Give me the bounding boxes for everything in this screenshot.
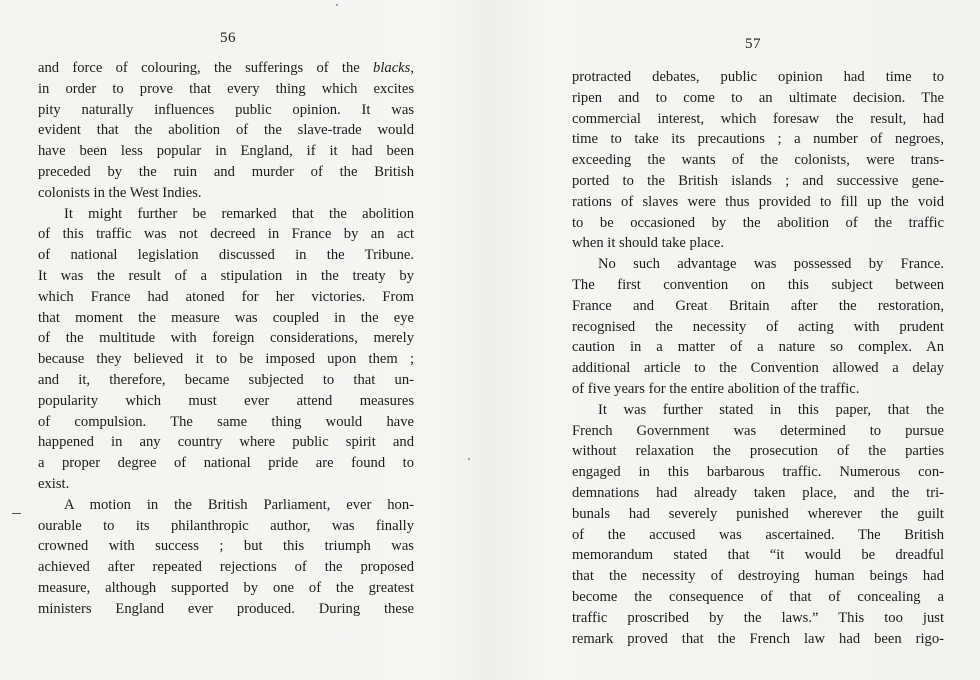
text-line: evident that the abolition of the slave-trade would [38, 122, 414, 139]
right-page [490, 0, 980, 680]
text-line: bunals had severely punished wherever the guilt [572, 505, 944, 522]
right-page-number: 57 [745, 36, 761, 52]
text-line: memorandum stated that “it would be dreadful [572, 547, 944, 564]
text-line: colonists in the West Indies. [38, 184, 202, 201]
text-line: ministers England ever produced. During these [38, 600, 414, 617]
text-line: A motion in the British Parliament, ever hon- [64, 496, 414, 513]
left-page-text [38, 58, 414, 620]
text-line: of the accused was ascertained. The British [572, 526, 944, 543]
text-line: popularity which must ever attend measures [38, 392, 414, 409]
text-line: ripen and to come to an ultimate decision. The [572, 89, 944, 106]
text-line: of national legislation discussed in the Tribune. [38, 247, 414, 264]
text-line: because they believed it to be imposed upon them ; [38, 351, 414, 368]
right-page-text [572, 67, 944, 649]
text-line: have been less popular in England, if it had been [38, 143, 414, 160]
text-line: become the consequence of that of concealing a [572, 588, 944, 605]
text-line: It was the result of a stipulation in the treaty by [38, 267, 414, 284]
text-line: commercial interest, which foresaw the result, had [572, 110, 944, 127]
text-line: pity naturally influences public opinion. It was [38, 101, 414, 118]
text-line: of five years for the entire abolition of the traffic. [572, 380, 860, 397]
text-line: demnations had already taken place, and the tri- [572, 484, 944, 501]
text-line: It was further stated in this paper, that the [598, 401, 944, 418]
text-line: protracted debates, public opinion had time to [572, 69, 944, 85]
page-speck [336, 4, 338, 6]
text-line: of the multitude with foreign considerations, merely [38, 330, 414, 347]
text-line: France and Great Britain after the restoration, [572, 297, 944, 314]
left-page-number: 56 [220, 30, 236, 46]
text-line: recognised the necessity of acting with prudent [572, 318, 944, 335]
text-line: French Government was determined to pursue [572, 422, 944, 439]
text-line: preceded by the ruin and murder of the British [38, 163, 414, 180]
text-line: exist. [38, 475, 70, 492]
text-line: a proper degree of national pride are found to [38, 455, 414, 472]
text-line: when it should take place. [572, 235, 724, 252]
text-line: and it, therefore, became subjected to that un- [38, 371, 414, 388]
page-speck [468, 458, 470, 460]
text-line: which France had atoned for her victories. From [38, 288, 414, 305]
text-line: caution in a matter of a nature so complex. An [572, 339, 944, 356]
text-line: time to take its precautions ; a number of negroes, [572, 131, 944, 148]
text-line: remark proved that the French law had been rigo- [572, 630, 944, 647]
text-line: in order to prove that every thing which excites [38, 80, 414, 97]
text-line: ported to the British islands ; and successive gene- [572, 172, 944, 189]
text-line: crowned with success ; but this triumph was [38, 538, 414, 555]
text-line: that moment the measure was coupled in the eye [38, 309, 414, 326]
text-line: happened in any country where public spirit and [38, 434, 414, 451]
text-line: measure, although supported by one of the greatest [38, 579, 414, 596]
text-line: The first convention on this subject between [572, 276, 944, 293]
text-line: ourable to its philanthropic author, was finally [38, 517, 414, 534]
text-line: achieved after repeated rejections of the proposed [38, 559, 414, 576]
text-line: of this traffic was not decreed in France by an act [38, 226, 414, 243]
text-line: traffic proscribed by the laws.” This too just [572, 609, 944, 626]
text-line: It might further be remarked that the abolition [64, 205, 414, 222]
margin-mark [12, 513, 21, 514]
text-line: rations of slaves were thus provided to fill up the void [572, 193, 944, 210]
text-line: and force of colouring, the sufferings of the blacks, [38, 60, 414, 76]
text-line: No such advantage was possessed by France. [598, 256, 944, 273]
text-line: without relaxation the prosecution of the parties [572, 443, 944, 460]
text-line: to be occasioned by the abolition of the traffic [572, 214, 944, 231]
text-line: engaged in this barbarous traffic. Numerous con- [572, 464, 944, 481]
text-line: additional article to the Convention allowed a delay [572, 360, 944, 377]
text-line: exceeding the wants of the colonists, were trans- [572, 152, 944, 169]
text-line: that the necessity of destroying human beings had [572, 568, 944, 585]
text-line: of compulsion. The same thing would have [38, 413, 414, 430]
